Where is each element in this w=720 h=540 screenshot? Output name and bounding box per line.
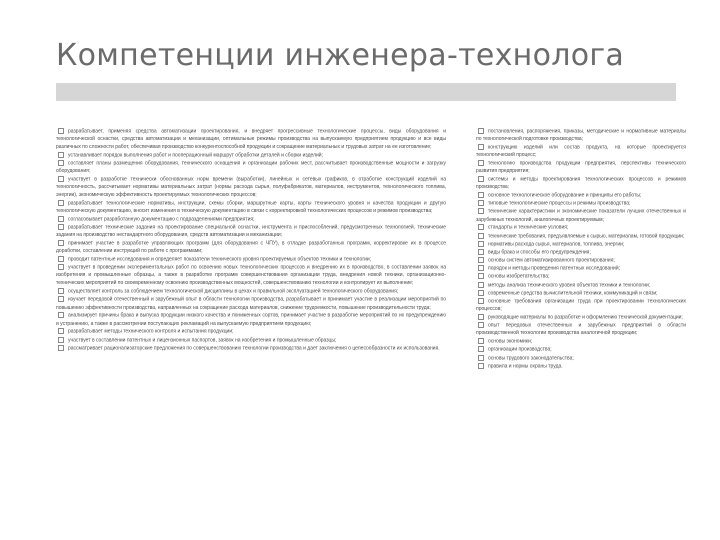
list-item-text: участвует в разработке технически обоснованных норм времени (выработки), линейных и сетевых графиков, в отработке конструкций изделий на технологичность, рассчитывает нормативы материальных затрат (нормы расхода сырья, полуфабрикатов, материалов, инструментов, технологического топлива, энергии), экономическую эффективность проектируемых технологических процессов; — [56, 176, 446, 199]
list-item-text: проводит патентные исследования и определяет показатели технического уровня проектируемых объектов техники и технологии; — [68, 256, 372, 263]
list-item-text: опыт передовых отечественных и зарубежных предприятий в области производственной технологии производства аналогичной продукции; — [476, 322, 686, 337]
list-item — [476, 208, 686, 224]
list-item-text: правила и нормы охраны труда. — [488, 363, 563, 370]
square-bullet-icon — [58, 152, 64, 158]
list-item — [476, 200, 686, 208]
list-item-text: осуществляет контроль за соблюдением технологической дисциплины в цехах и правильной эксплуатацией технологического оборудования; — [68, 288, 399, 295]
square-bullet-icon — [58, 176, 64, 182]
list-item-text: рассматривает рационализаторские предложения по совершенствованию технологии производства и дает заключения о целесообразности их использования. — [68, 345, 440, 352]
list-item-text: участвует в составлении патентных и лицензионных паспортов, заявок на изобретения и промышленные образцы; — [68, 336, 337, 343]
square-bullet-icon — [58, 256, 64, 262]
list-item-text: составляет планы размещения оборудования, технического оснащения и организации рабочих мест, рассчитывает производственные мощности и загрузку оборудования; — [56, 160, 446, 175]
list-item-text: современные средства вычислительной техники, коммуникаций и связи; — [488, 290, 658, 297]
square-bullet-icon — [478, 249, 484, 255]
square-bullet-icon — [478, 273, 484, 279]
list-item — [476, 273, 686, 281]
square-bullet-icon — [58, 200, 64, 206]
list-item-text: анализирует причины брака и выпуска продукции низкого качества и пониженных сортов, принимает участие в разработке мероприятий по их предупреждению и устранению, а также в рассмотрении поступающих рекламаций на выпускаемую предприятием продукцию; — [56, 312, 446, 327]
square-bullet-icon — [478, 128, 484, 134]
list-item — [476, 192, 686, 200]
square-bullet-icon — [478, 265, 484, 271]
list-item — [476, 363, 686, 371]
square-bullet-icon — [478, 257, 484, 263]
square-bullet-icon — [478, 355, 484, 361]
square-bullet-icon — [478, 298, 484, 304]
list-item-text: разрабатывает технические задания на проектирование специальной оснастки, инструмента и приспособлений, предусмотренных технологией, технические задания на производство нестандартного оборудования, средств автоматизации и механизации; — [56, 224, 446, 239]
list-item-text: руководящие материалы по разработке и оформлению технической документации; — [488, 314, 683, 321]
list-item — [476, 298, 686, 314]
square-bullet-icon — [478, 282, 484, 288]
list-item — [56, 296, 446, 312]
square-bullet-icon — [58, 128, 64, 134]
list-item — [56, 312, 446, 328]
list-item — [56, 345, 446, 353]
list-item-text: организации производства; — [488, 346, 552, 353]
square-bullet-icon — [478, 192, 484, 198]
list-item-text: виды брака и способы его предупреждения; — [488, 249, 591, 256]
list-item — [56, 288, 446, 296]
list-item-text: нормативы расхода сырья, материалов, топлива, энергии; — [488, 241, 625, 248]
square-bullet-icon — [478, 224, 484, 230]
square-bullet-icon — [58, 216, 64, 222]
list-item — [56, 200, 446, 216]
list-item-text: основы изобретательства; — [488, 273, 550, 280]
square-bullet-icon — [58, 345, 64, 351]
list-item — [56, 337, 446, 345]
list-item — [476, 314, 686, 322]
list-item — [476, 233, 686, 241]
square-bullet-icon — [58, 328, 64, 334]
list-item — [476, 249, 686, 257]
list-item-text: основы экономики; — [488, 338, 533, 345]
square-bullet-icon — [478, 314, 484, 320]
square-bullet-icon — [58, 312, 64, 318]
list-item-text: типовые технологические процессы и режимы производства; — [488, 200, 631, 207]
square-bullet-icon — [478, 363, 484, 369]
list-item — [56, 240, 446, 256]
list-item-text: технологию производства продукции предприятия, перспективы технического развития предприятия; — [476, 160, 686, 175]
list-item-text: изучает передовой отечественный и зарубежный опыт в области технологии производства, разрабатывает и принимает участие в реализации мероприятий по повышению эффективности производства, направленных на сокращение расхода материалов, снижение трудоемкости, повышение производительности труда; — [56, 296, 446, 311]
list-item — [56, 224, 446, 240]
square-bullet-icon — [478, 176, 484, 182]
square-bullet-icon — [478, 346, 484, 352]
list-item — [56, 256, 446, 264]
list-item — [56, 264, 446, 288]
list-item — [476, 224, 686, 232]
list-item-text: основы трудового законодательства; — [488, 354, 574, 361]
square-bullet-icon — [58, 160, 64, 166]
list-item-text: основы систем автоматизированного проектирования; — [488, 257, 615, 264]
list-item — [476, 290, 686, 298]
square-bullet-icon — [478, 233, 484, 239]
list-item-text: технические требования, предъявляемые к сырью, материалам, готовой продукции; — [488, 232, 685, 239]
list-item — [476, 128, 686, 144]
square-bullet-icon — [478, 144, 484, 150]
list-item-text: постановления, распоряжения, приказы, методические и нормативные материалы по технологической подготовке производства; — [476, 128, 686, 143]
square-bullet-icon — [478, 290, 484, 296]
list-item-text: разрабатывает методы технического контроля и испытания продукции; — [68, 328, 234, 335]
list-item — [476, 241, 686, 249]
list-item — [56, 160, 446, 176]
square-bullet-icon — [58, 224, 64, 230]
list-item-text: порядок и методы проведения патентных исследований; — [488, 265, 621, 272]
list-item-text: основное технологическое оборудование и принципы его работы; — [488, 192, 642, 199]
left-column-duties — [56, 128, 446, 353]
list-item-text: основные требования организации труда при проектировании технологических процессов; — [476, 298, 686, 313]
title-underline-bar — [56, 83, 676, 101]
slide-title: Компетенции инженера-технолога — [56, 38, 625, 73]
square-bullet-icon — [58, 288, 64, 294]
list-item — [56, 328, 446, 336]
list-item-text: стандарты и технические условия; — [488, 224, 569, 231]
square-bullet-icon — [478, 160, 484, 166]
right-column-knowledge — [476, 128, 686, 371]
list-item-text: участвует в проведении экспериментальных работ по освоению новых технологических процессов и внедрению их в производство, в составлении заявок на изобретения и промышленные образцы, а также в разработке программ совершенствования организации труда, внедрения новой техники, организационно-технических мероприятий по своевременному освоению производственных мощностей, совершенствованию технологии и контролирует их выполнение; — [56, 264, 446, 287]
list-item — [476, 346, 686, 354]
square-bullet-icon — [58, 240, 64, 246]
square-bullet-icon — [478, 200, 484, 206]
list-item — [476, 355, 686, 363]
list-item-text: согласовывает разработанную документацию с подразделениями предприятия; — [68, 216, 255, 223]
list-item-text: системы и методы проектирования технологических процессов и режимов производства; — [476, 176, 686, 191]
square-bullet-icon — [58, 264, 64, 270]
list-item — [56, 152, 446, 160]
list-item — [476, 176, 686, 192]
list-item — [476, 338, 686, 346]
list-item — [476, 257, 686, 265]
list-item — [56, 176, 446, 200]
list-item-text: методы анализа технического уровня объектов техники и технологии; — [488, 281, 651, 288]
list-item-text: конструкцию изделий или состав продукта, на которые проектируется технологический процесс; — [476, 144, 686, 159]
square-bullet-icon — [58, 337, 64, 343]
list-item — [476, 144, 686, 160]
list-item-text: устанавливает порядок выполнения работ и пооперационный маршрут обработки деталей и сборки изделий; — [68, 152, 323, 159]
list-item-text: принимает участие в разработке управляющих программ (для оборудования с ЧПУ), в отладке разработанных программ, корректировке их в процессе доработки, составлении инструкций по работе с программами; — [56, 240, 446, 255]
list-item — [56, 128, 446, 152]
list-item-text: технические характеристики и экономические показатели лучших отечественных и зарубежных технологий, аналогичных проектируемым; — [476, 208, 686, 223]
list-item — [476, 160, 686, 176]
square-bullet-icon — [58, 296, 64, 302]
square-bullet-icon — [478, 338, 484, 344]
list-item — [476, 265, 686, 273]
list-item — [476, 282, 686, 290]
list-item-text: разрабатывает, применяя средства автоматизации проектирования, и внедряет прогрессивные технологические процессы, виды оборудования и технологической оснастки, средства автоматизации и механизации, оптимальные режимы производства на выпускаемую предприятием продукцию и все виды различных по сложности работ, обеспечивая производство конкурентоспособной продукции и сокращение материальных и трудовых затрат на ее изготовление; — [56, 128, 446, 151]
list-item-text: разрабатывает технологические нормативы, инструкции, схемы сборки, маршрутные карты, карты технического уровня и качества продукции и другую технологическую документацию, вносит изменения в техническую документацию в связи с корректировкой технологических процессов и режимов производства; — [56, 200, 446, 215]
list-item — [56, 216, 446, 224]
square-bullet-icon — [478, 241, 484, 247]
square-bullet-icon — [478, 322, 484, 328]
list-item — [476, 322, 686, 338]
square-bullet-icon — [478, 208, 484, 214]
